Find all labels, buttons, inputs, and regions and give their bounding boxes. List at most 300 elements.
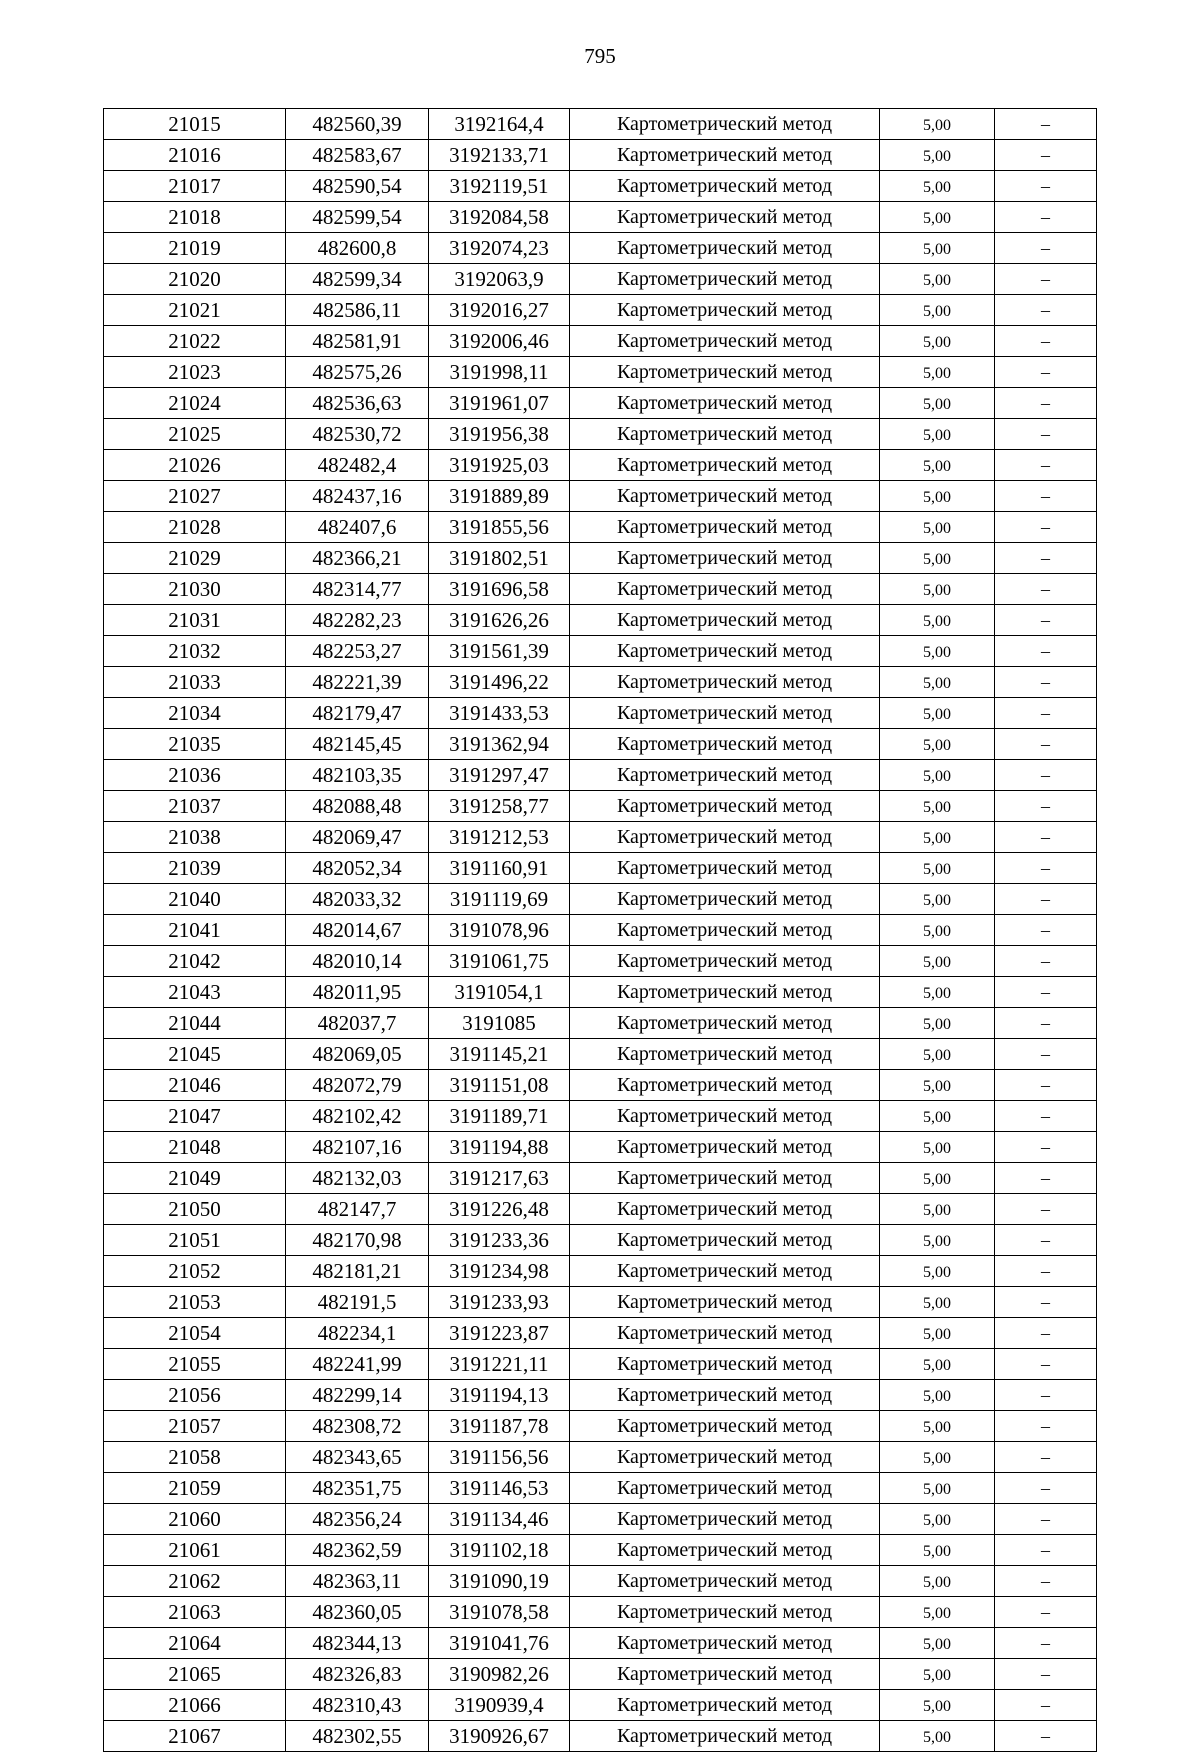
x-coordinate-cell: 482310,43 <box>286 1690 429 1721</box>
x-coordinate-cell: 482343,65 <box>286 1442 429 1473</box>
x-coordinate-cell: 482362,59 <box>286 1535 429 1566</box>
table-row <box>104 357 1097 388</box>
note-cell: – <box>995 667 1097 698</box>
x-coordinate-cell: 482344,13 <box>286 1628 429 1659</box>
accuracy-cell: 5,00 <box>880 450 995 481</box>
note-cell: – <box>995 1504 1097 1535</box>
coordinates-table <box>103 108 1097 1752</box>
note-cell: – <box>995 1287 1097 1318</box>
y-coordinate-cell: 3192016,27 <box>429 295 570 326</box>
point-number-cell: 21034 <box>104 698 286 729</box>
table-row <box>104 1287 1097 1318</box>
x-coordinate-cell: 482088,48 <box>286 791 429 822</box>
point-number-cell: 21058 <box>104 1442 286 1473</box>
table-row <box>104 698 1097 729</box>
x-coordinate-cell: 482011,95 <box>286 977 429 1008</box>
point-number-cell: 21045 <box>104 1039 286 1070</box>
y-coordinate-cell: 3191258,77 <box>429 791 570 822</box>
method-cell: Картометрический метод <box>570 1721 880 1752</box>
table-row <box>104 574 1097 605</box>
y-coordinate-cell: 3191297,47 <box>429 760 570 791</box>
y-coordinate-cell: 3191160,91 <box>429 853 570 884</box>
method-cell: Картометрический метод <box>570 853 880 884</box>
y-coordinate-cell: 3191189,71 <box>429 1101 570 1132</box>
y-coordinate-cell: 3191561,39 <box>429 636 570 667</box>
method-cell: Картометрический метод <box>570 1566 880 1597</box>
method-cell: Картометрический метод <box>570 450 880 481</box>
note-cell: – <box>995 1163 1097 1194</box>
accuracy-cell: 5,00 <box>880 109 995 140</box>
accuracy-cell: 5,00 <box>880 1566 995 1597</box>
method-cell: Картометрический метод <box>570 388 880 419</box>
accuracy-cell: 5,00 <box>880 1008 995 1039</box>
y-coordinate-cell: 3191433,53 <box>429 698 570 729</box>
x-coordinate-cell: 482326,83 <box>286 1659 429 1690</box>
y-coordinate-cell: 3191151,08 <box>429 1070 570 1101</box>
note-cell: – <box>995 1225 1097 1256</box>
point-number-cell: 21038 <box>104 822 286 853</box>
y-coordinate-cell: 3191085 <box>429 1008 570 1039</box>
method-cell: Картометрический метод <box>570 1070 880 1101</box>
y-coordinate-cell: 3191102,18 <box>429 1535 570 1566</box>
table-row <box>104 1163 1097 1194</box>
table-row <box>104 1380 1097 1411</box>
y-coordinate-cell: 3191146,53 <box>429 1473 570 1504</box>
method-cell: Картометрический метод <box>570 543 880 574</box>
note-cell: – <box>995 450 1097 481</box>
point-number-cell: 21060 <box>104 1504 286 1535</box>
x-coordinate-cell: 482282,23 <box>286 605 429 636</box>
x-coordinate-cell: 482586,11 <box>286 295 429 326</box>
accuracy-cell: 5,00 <box>880 264 995 295</box>
note-cell: – <box>995 140 1097 171</box>
note-cell: – <box>995 1070 1097 1101</box>
method-cell: Картометрический метод <box>570 729 880 760</box>
y-coordinate-cell: 3192164,4 <box>429 109 570 140</box>
note-cell: – <box>995 1318 1097 1349</box>
note-cell: – <box>995 1535 1097 1566</box>
point-number-cell: 21023 <box>104 357 286 388</box>
note-cell: – <box>995 1597 1097 1628</box>
table-row <box>104 1225 1097 1256</box>
x-coordinate-cell: 482590,54 <box>286 171 429 202</box>
table-row <box>104 140 1097 171</box>
point-number-cell: 21024 <box>104 388 286 419</box>
accuracy-cell: 5,00 <box>880 1256 995 1287</box>
note-cell: – <box>995 1690 1097 1721</box>
x-coordinate-cell: 482181,21 <box>286 1256 429 1287</box>
y-coordinate-cell: 3190926,67 <box>429 1721 570 1752</box>
accuracy-cell: 5,00 <box>880 605 995 636</box>
note-cell: – <box>995 1721 1097 1752</box>
y-coordinate-cell: 3191134,46 <box>429 1504 570 1535</box>
method-cell: Картометрический метод <box>570 1225 880 1256</box>
x-coordinate-cell: 482360,05 <box>286 1597 429 1628</box>
accuracy-cell: 5,00 <box>880 1690 995 1721</box>
y-coordinate-cell: 3192063,9 <box>429 264 570 295</box>
accuracy-cell: 5,00 <box>880 1101 995 1132</box>
method-cell: Картометрический метод <box>570 1659 880 1690</box>
x-coordinate-cell: 482536,63 <box>286 388 429 419</box>
point-number-cell: 21044 <box>104 1008 286 1039</box>
x-coordinate-cell: 482069,05 <box>286 1039 429 1070</box>
point-number-cell: 21017 <box>104 171 286 202</box>
table-row <box>104 1566 1097 1597</box>
table-row <box>104 1039 1097 1070</box>
method-cell: Картометрический метод <box>570 1101 880 1132</box>
method-cell: Картометрический метод <box>570 1411 880 1442</box>
table-row <box>104 1690 1097 1721</box>
point-number-cell: 21051 <box>104 1225 286 1256</box>
table-row <box>104 1411 1097 1442</box>
method-cell: Картометрический метод <box>570 977 880 1008</box>
point-number-cell: 21015 <box>104 109 286 140</box>
accuracy-cell: 5,00 <box>880 202 995 233</box>
note-cell: – <box>995 233 1097 264</box>
table-row <box>104 884 1097 915</box>
note-cell: – <box>995 388 1097 419</box>
accuracy-cell: 5,00 <box>880 512 995 543</box>
note-cell: – <box>995 1101 1097 1132</box>
x-coordinate-cell: 482599,34 <box>286 264 429 295</box>
accuracy-cell: 5,00 <box>880 667 995 698</box>
accuracy-cell: 5,00 <box>880 388 995 419</box>
table-row <box>104 946 1097 977</box>
x-coordinate-cell: 482069,47 <box>286 822 429 853</box>
method-cell: Картометрический метод <box>570 264 880 295</box>
x-coordinate-cell: 482363,11 <box>286 1566 429 1597</box>
method-cell: Картометрический метод <box>570 915 880 946</box>
y-coordinate-cell: 3192133,71 <box>429 140 570 171</box>
point-number-cell: 21021 <box>104 295 286 326</box>
accuracy-cell: 5,00 <box>880 1318 995 1349</box>
note-cell: – <box>995 1349 1097 1380</box>
point-number-cell: 21052 <box>104 1256 286 1287</box>
x-coordinate-cell: 482581,91 <box>286 326 429 357</box>
accuracy-cell: 5,00 <box>880 419 995 450</box>
point-number-cell: 21027 <box>104 481 286 512</box>
x-coordinate-cell: 482599,54 <box>286 202 429 233</box>
x-coordinate-cell: 482407,6 <box>286 512 429 543</box>
table-row <box>104 1318 1097 1349</box>
accuracy-cell: 5,00 <box>880 1039 995 1070</box>
note-cell: – <box>995 822 1097 853</box>
x-coordinate-cell: 482351,75 <box>286 1473 429 1504</box>
point-number-cell: 21020 <box>104 264 286 295</box>
point-number-cell: 21049 <box>104 1163 286 1194</box>
table-row <box>104 171 1097 202</box>
point-number-cell: 21064 <box>104 1628 286 1659</box>
accuracy-cell: 5,00 <box>880 853 995 884</box>
y-coordinate-cell: 3192074,23 <box>429 233 570 264</box>
accuracy-cell: 5,00 <box>880 946 995 977</box>
accuracy-cell: 5,00 <box>880 1225 995 1256</box>
method-cell: Картометрический метод <box>570 140 880 171</box>
accuracy-cell: 5,00 <box>880 760 995 791</box>
point-number-cell: 21047 <box>104 1101 286 1132</box>
table-row <box>104 1535 1097 1566</box>
x-coordinate-cell: 482052,34 <box>286 853 429 884</box>
point-number-cell: 21056 <box>104 1380 286 1411</box>
point-number-cell: 21016 <box>104 140 286 171</box>
y-coordinate-cell: 3191221,11 <box>429 1349 570 1380</box>
accuracy-cell: 5,00 <box>880 1132 995 1163</box>
y-coordinate-cell: 3191187,78 <box>429 1411 570 1442</box>
y-coordinate-cell: 3190982,26 <box>429 1659 570 1690</box>
accuracy-cell: 5,00 <box>880 1287 995 1318</box>
point-number-cell: 21046 <box>104 1070 286 1101</box>
y-coordinate-cell: 3191626,26 <box>429 605 570 636</box>
table-row <box>104 1349 1097 1380</box>
accuracy-cell: 5,00 <box>880 233 995 264</box>
accuracy-cell: 5,00 <box>880 698 995 729</box>
point-number-cell: 21054 <box>104 1318 286 1349</box>
accuracy-cell: 5,00 <box>880 977 995 1008</box>
point-number-cell: 21030 <box>104 574 286 605</box>
accuracy-cell: 5,00 <box>880 1535 995 1566</box>
method-cell: Картометрический метод <box>570 1504 880 1535</box>
note-cell: – <box>995 1659 1097 1690</box>
method-cell: Картометрический метод <box>570 1597 880 1628</box>
y-coordinate-cell: 3191496,22 <box>429 667 570 698</box>
y-coordinate-cell: 3191223,87 <box>429 1318 570 1349</box>
y-coordinate-cell: 3191194,13 <box>429 1380 570 1411</box>
note-cell: – <box>995 1194 1097 1225</box>
point-number-cell: 21053 <box>104 1287 286 1318</box>
x-coordinate-cell: 482221,39 <box>286 667 429 698</box>
point-number-cell: 21040 <box>104 884 286 915</box>
x-coordinate-cell: 482356,24 <box>286 1504 429 1535</box>
y-coordinate-cell: 3191233,93 <box>429 1287 570 1318</box>
point-number-cell: 21063 <box>104 1597 286 1628</box>
y-coordinate-cell: 3192006,46 <box>429 326 570 357</box>
method-cell: Картометрический метод <box>570 1194 880 1225</box>
table-row <box>104 729 1097 760</box>
table-row <box>104 1132 1097 1163</box>
y-coordinate-cell: 3191212,53 <box>429 822 570 853</box>
x-coordinate-cell: 482437,16 <box>286 481 429 512</box>
y-coordinate-cell: 3191156,56 <box>429 1442 570 1473</box>
x-coordinate-cell: 482314,77 <box>286 574 429 605</box>
accuracy-cell: 5,00 <box>880 574 995 605</box>
point-number-cell: 21057 <box>104 1411 286 1442</box>
note-cell: – <box>995 729 1097 760</box>
table-row <box>104 915 1097 946</box>
y-coordinate-cell: 3191217,63 <box>429 1163 570 1194</box>
note-cell: – <box>995 543 1097 574</box>
table-row <box>104 1194 1097 1225</box>
x-coordinate-cell: 482253,27 <box>286 636 429 667</box>
table-row <box>104 109 1097 140</box>
table-row <box>104 977 1097 1008</box>
point-number-cell: 21062 <box>104 1566 286 1597</box>
x-coordinate-cell: 482482,4 <box>286 450 429 481</box>
table-row <box>104 1256 1097 1287</box>
point-number-cell: 21022 <box>104 326 286 357</box>
method-cell: Картометрический метод <box>570 1473 880 1504</box>
note-cell: – <box>995 1473 1097 1504</box>
accuracy-cell: 5,00 <box>880 1473 995 1504</box>
point-number-cell: 21031 <box>104 605 286 636</box>
table-row <box>104 326 1097 357</box>
table-row <box>104 1659 1097 1690</box>
y-coordinate-cell: 3191078,96 <box>429 915 570 946</box>
method-cell: Картометрический метод <box>570 1287 880 1318</box>
method-cell: Картометрический метод <box>570 1318 880 1349</box>
note-cell: – <box>995 1411 1097 1442</box>
point-number-cell: 21066 <box>104 1690 286 1721</box>
table-row <box>104 1473 1097 1504</box>
y-coordinate-cell: 3191194,88 <box>429 1132 570 1163</box>
y-coordinate-cell: 3191145,21 <box>429 1039 570 1070</box>
method-cell: Картометрический метод <box>570 760 880 791</box>
page-number: 795 <box>584 44 616 68</box>
accuracy-cell: 5,00 <box>880 1504 995 1535</box>
point-number-cell: 21043 <box>104 977 286 1008</box>
y-coordinate-cell: 3191855,56 <box>429 512 570 543</box>
table-row <box>104 1442 1097 1473</box>
note-cell: – <box>995 1132 1097 1163</box>
y-coordinate-cell: 3191961,07 <box>429 388 570 419</box>
accuracy-cell: 5,00 <box>880 1411 995 1442</box>
table-body <box>104 109 1097 1752</box>
accuracy-cell: 5,00 <box>880 1349 995 1380</box>
y-coordinate-cell: 3191078,58 <box>429 1597 570 1628</box>
note-cell: – <box>995 946 1097 977</box>
note-cell: – <box>995 636 1097 667</box>
x-coordinate-cell: 482010,14 <box>286 946 429 977</box>
table-row <box>104 450 1097 481</box>
note-cell: – <box>995 1008 1097 1039</box>
method-cell: Картометрический метод <box>570 1628 880 1659</box>
x-coordinate-cell: 482191,5 <box>286 1287 429 1318</box>
table-row <box>104 1101 1097 1132</box>
method-cell: Картометрический метод <box>570 667 880 698</box>
x-coordinate-cell: 482033,32 <box>286 884 429 915</box>
note-cell: – <box>995 202 1097 233</box>
method-cell: Картометрический метод <box>570 1163 880 1194</box>
y-coordinate-cell: 3191362,94 <box>429 729 570 760</box>
accuracy-cell: 5,00 <box>880 1442 995 1473</box>
note-cell: – <box>995 853 1097 884</box>
table-row <box>104 512 1097 543</box>
x-coordinate-cell: 482241,99 <box>286 1349 429 1380</box>
y-coordinate-cell: 3191119,69 <box>429 884 570 915</box>
accuracy-cell: 5,00 <box>880 295 995 326</box>
method-cell: Картометрический метод <box>570 946 880 977</box>
x-coordinate-cell: 482530,72 <box>286 419 429 450</box>
note-cell: – <box>995 1628 1097 1659</box>
accuracy-cell: 5,00 <box>880 1194 995 1225</box>
y-coordinate-cell: 3191226,48 <box>429 1194 570 1225</box>
y-coordinate-cell: 3191802,51 <box>429 543 570 574</box>
table-row <box>104 636 1097 667</box>
table-row <box>104 853 1097 884</box>
y-coordinate-cell: 3191956,38 <box>429 419 570 450</box>
method-cell: Картометрический метод <box>570 233 880 264</box>
y-coordinate-cell: 3191041,76 <box>429 1628 570 1659</box>
x-coordinate-cell: 482145,45 <box>286 729 429 760</box>
table-row <box>104 1008 1097 1039</box>
y-coordinate-cell: 3191696,58 <box>429 574 570 605</box>
accuracy-cell: 5,00 <box>880 915 995 946</box>
note-cell: – <box>995 1256 1097 1287</box>
accuracy-cell: 5,00 <box>880 1163 995 1194</box>
note-cell: – <box>995 1380 1097 1411</box>
point-number-cell: 21018 <box>104 202 286 233</box>
method-cell: Картометрический метод <box>570 636 880 667</box>
method-cell: Картометрический метод <box>570 419 880 450</box>
method-cell: Картометрический метод <box>570 512 880 543</box>
table-row <box>104 667 1097 698</box>
note-cell: – <box>995 977 1097 1008</box>
x-coordinate-cell: 482107,16 <box>286 1132 429 1163</box>
table-row <box>104 295 1097 326</box>
x-coordinate-cell: 482014,67 <box>286 915 429 946</box>
accuracy-cell: 5,00 <box>880 1597 995 1628</box>
note-cell: – <box>995 605 1097 636</box>
method-cell: Картометрический метод <box>570 295 880 326</box>
method-cell: Картометрический метод <box>570 326 880 357</box>
note-cell: – <box>995 915 1097 946</box>
note-cell: – <box>995 264 1097 295</box>
x-coordinate-cell: 482132,03 <box>286 1163 429 1194</box>
method-cell: Картометрический метод <box>570 574 880 605</box>
x-coordinate-cell: 482037,7 <box>286 1008 429 1039</box>
point-number-cell: 21041 <box>104 915 286 946</box>
point-number-cell: 21028 <box>104 512 286 543</box>
point-number-cell: 21019 <box>104 233 286 264</box>
accuracy-cell: 5,00 <box>880 543 995 574</box>
y-coordinate-cell: 3191090,19 <box>429 1566 570 1597</box>
note-cell: – <box>995 357 1097 388</box>
table-row <box>104 760 1097 791</box>
table-row <box>104 1597 1097 1628</box>
table-row <box>104 264 1097 295</box>
note-cell: – <box>995 884 1097 915</box>
note-cell: – <box>995 326 1097 357</box>
accuracy-cell: 5,00 <box>880 822 995 853</box>
table-row <box>104 233 1097 264</box>
accuracy-cell: 5,00 <box>880 357 995 388</box>
point-number-cell: 21032 <box>104 636 286 667</box>
table-row <box>104 481 1097 512</box>
y-coordinate-cell: 3191233,36 <box>429 1225 570 1256</box>
x-coordinate-cell: 482179,47 <box>286 698 429 729</box>
note-cell: – <box>995 574 1097 605</box>
table-row <box>104 202 1097 233</box>
y-coordinate-cell: 3191998,11 <box>429 357 570 388</box>
point-number-cell: 21059 <box>104 1473 286 1504</box>
y-coordinate-cell: 3191925,03 <box>429 450 570 481</box>
method-cell: Картометрический метод <box>570 1380 880 1411</box>
table-row <box>104 1628 1097 1659</box>
point-number-cell: 21033 <box>104 667 286 698</box>
point-number-cell: 21048 <box>104 1132 286 1163</box>
table-row <box>104 1721 1097 1752</box>
point-number-cell: 21050 <box>104 1194 286 1225</box>
y-coordinate-cell: 3190939,4 <box>429 1690 570 1721</box>
table-row <box>104 1504 1097 1535</box>
note-cell: – <box>995 512 1097 543</box>
method-cell: Картометрический метод <box>570 1008 880 1039</box>
accuracy-cell: 5,00 <box>880 1628 995 1659</box>
table-row <box>104 605 1097 636</box>
note-cell: – <box>995 295 1097 326</box>
accuracy-cell: 5,00 <box>880 171 995 202</box>
table-row <box>104 388 1097 419</box>
note-cell: – <box>995 791 1097 822</box>
